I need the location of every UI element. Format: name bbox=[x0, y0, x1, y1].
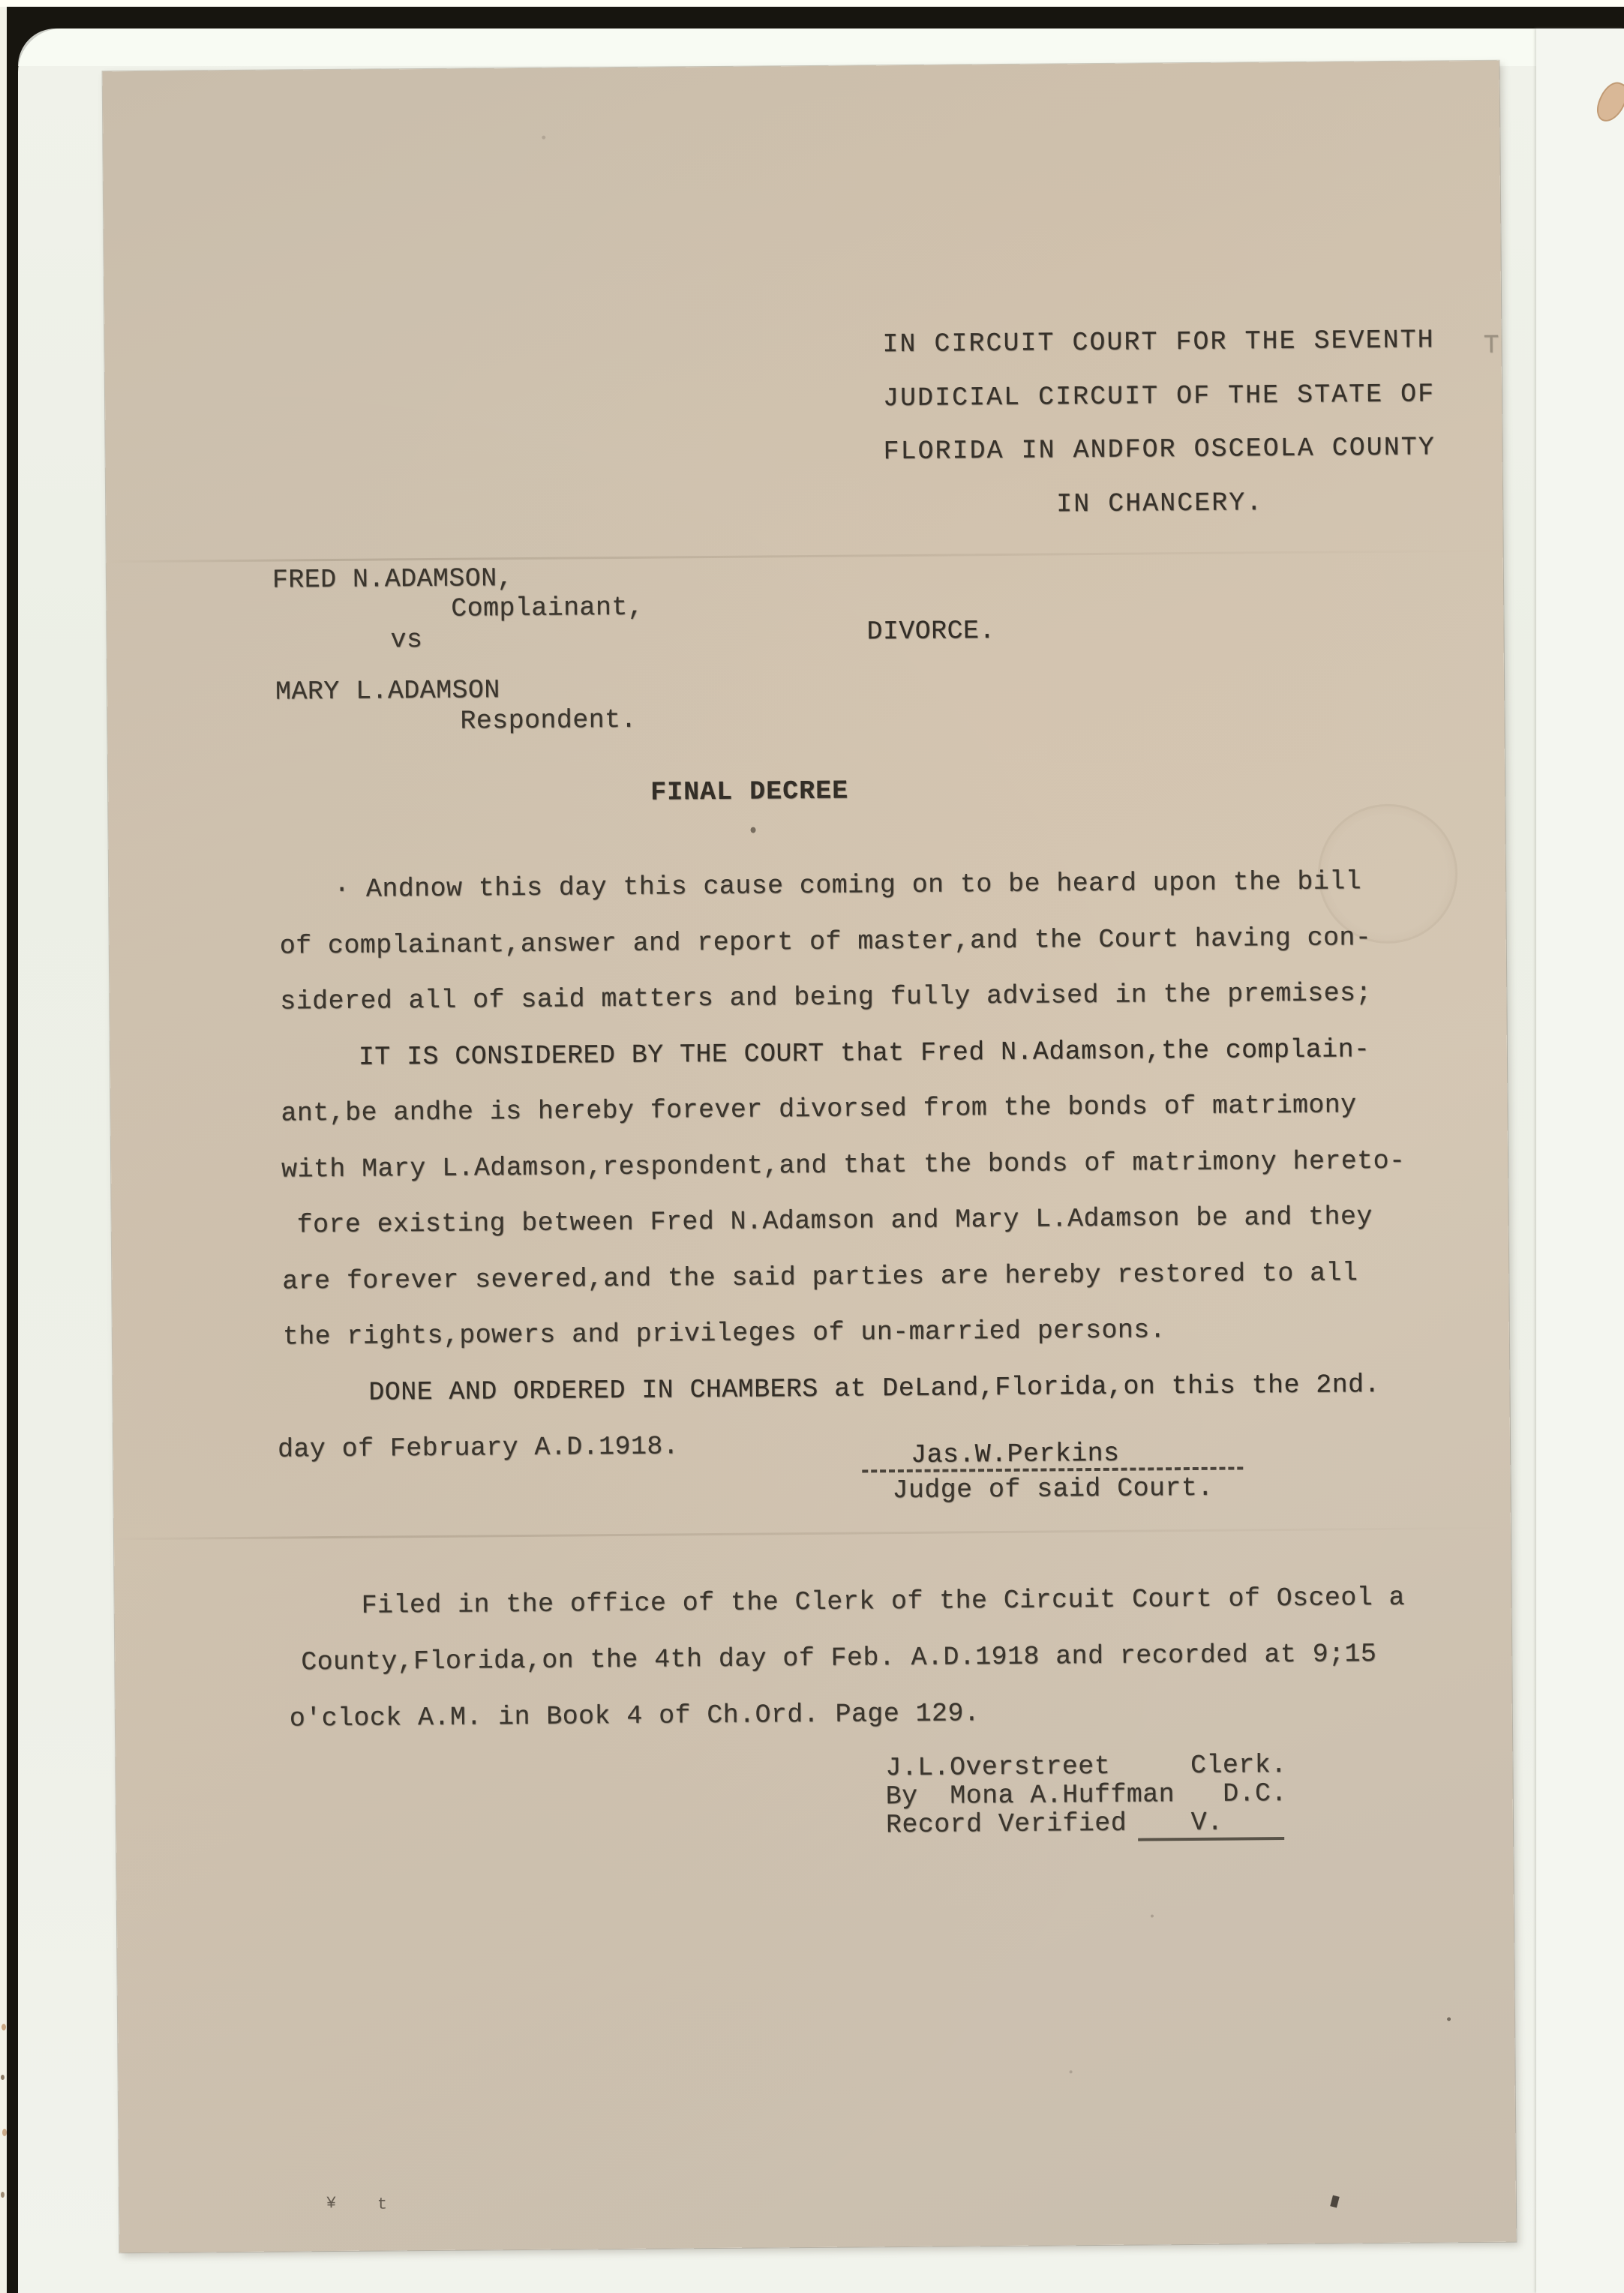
ink-fleck bbox=[1330, 2195, 1339, 2208]
clerk-signature-line: J.L.Overstreet Clerk. bbox=[885, 1750, 1287, 1784]
body-line: day of February A.D.1918. bbox=[277, 1431, 680, 1465]
complainant-name: FRED N.ADAMSON, bbox=[272, 563, 514, 596]
ink-dot bbox=[751, 827, 756, 833]
document-title: FINAL DECREE bbox=[650, 776, 849, 808]
filing-line: Filed in the office of the Clerk of the Circuit Court of Osceol a bbox=[361, 1582, 1406, 1621]
scanner-edge-top bbox=[0, 0, 1624, 7]
scanner-edge-left bbox=[0, 7, 7, 2293]
dust-dot bbox=[1070, 2070, 1073, 2073]
body-line: of complainant,answer and report of master,and the Court having con- bbox=[279, 923, 1372, 962]
body-line: DONE AND ORDERED IN CHAMBERS at DeLand,Florida,on this the 2nd. bbox=[368, 1370, 1380, 1408]
court-header-line: IN CIRCUIT COURT FOR THE SEVENTH bbox=[882, 325, 1435, 360]
scanner-mat bbox=[18, 29, 1624, 2293]
deputy-clerk-line: By Mona A.Huffman D.C. bbox=[885, 1778, 1287, 1812]
respondent-role: Respondent. bbox=[460, 704, 638, 737]
judge-signature: Jas.W.Perkins bbox=[910, 1438, 1120, 1470]
respondent-name: MARY L.ADAMSON bbox=[275, 675, 500, 707]
ghost-strike-character: T bbox=[1483, 330, 1500, 361]
filing-line: County,Florida,on the 4th day of Feb. A.D.1918 and recorded at 9;15 bbox=[301, 1639, 1377, 1678]
body-line: with Mary L.Adamson,respondent,and that the bonds of matrimony hereto- bbox=[281, 1145, 1406, 1185]
mat-top-strip bbox=[18, 29, 1624, 66]
record-verified-rule bbox=[1138, 1837, 1284, 1841]
dust-dot bbox=[1151, 1914, 1154, 1917]
judge-title: Judge of said Court. bbox=[892, 1472, 1214, 1506]
court-header-line: IN CHANCERY. bbox=[1055, 487, 1264, 519]
body-line: · Andnow this day this cause coming on to be heard upon the bill bbox=[334, 866, 1362, 905]
body-line: sidered all of said matters and being fully advised in the premises; bbox=[280, 978, 1372, 1017]
edge-speck bbox=[2, 2024, 6, 2030]
court-header-line: JUDICIAL CIRCUIT OF THE STATE OF bbox=[882, 378, 1436, 413]
dust-dot bbox=[1447, 2017, 1451, 2021]
stray-mark: ¥ bbox=[326, 2193, 337, 2213]
dust-dot bbox=[542, 136, 545, 140]
versus-label: vs bbox=[390, 625, 423, 656]
stray-mark: t bbox=[377, 2195, 388, 2214]
body-line: ant,be andhe is hereby forever divorsed from the bonds of matrimony bbox=[281, 1090, 1357, 1129]
case-type: DIVORCE. bbox=[866, 616, 995, 647]
court-header-line: FLORIDA IN ANDFOR OSCEOLA COUNTY bbox=[883, 432, 1436, 467]
edge-speck bbox=[2, 2129, 7, 2136]
body-line: fore existing between Fred N.Adamson and Mary L.Adamson be and they bbox=[296, 1202, 1373, 1241]
body-line: are forever severed,and the said parties are hereby restored to all bbox=[282, 1258, 1358, 1297]
document-paper bbox=[103, 61, 1517, 2253]
fold-crease bbox=[107, 550, 1503, 563]
mat-right-band bbox=[1536, 29, 1624, 2293]
edge-speck bbox=[1, 2192, 5, 2198]
body-line: the rights,powers and privileges of un-married persons. bbox=[282, 1315, 1166, 1352]
body-line: IT IS CONSIDERED BY THE COURT that Fred N.Adamson,the complain- bbox=[358, 1034, 1370, 1073]
fold-crease bbox=[114, 1527, 1511, 1541]
record-verified-line: Record Verified V. bbox=[885, 1807, 1223, 1841]
filing-line: o'clock A.M. in Book 4 of Ch.Ord. Page 129. bbox=[289, 1698, 980, 1734]
edge-speck bbox=[1, 2075, 5, 2080]
complainant-role: Complainant, bbox=[451, 592, 644, 624]
court-header bbox=[836, 325, 1482, 545]
